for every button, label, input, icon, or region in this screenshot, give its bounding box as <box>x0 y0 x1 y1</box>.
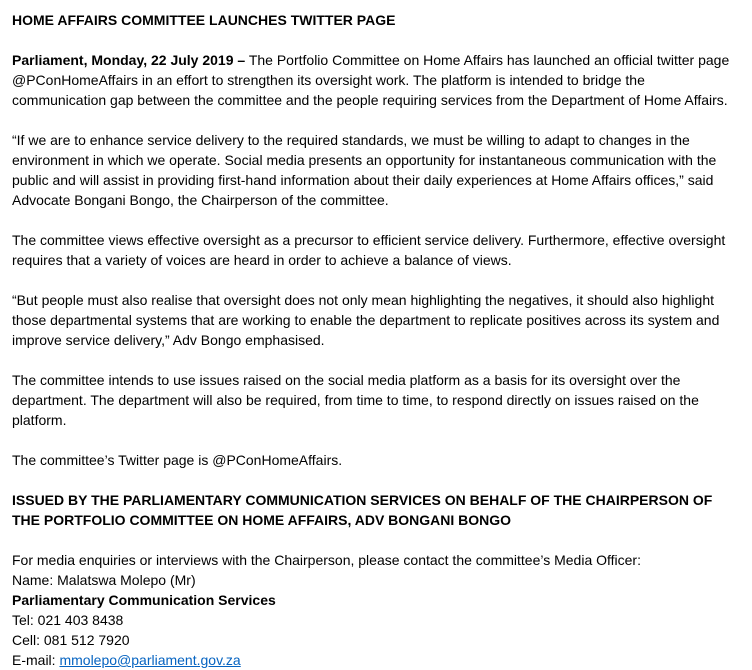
twitter-paragraph: The committee’s Twitter page is @PConHomeAffairs. <box>12 452 343 468</box>
contact-email-line <box>12 650 740 670</box>
contact-intro: For media enquiries or interviews with the Chairperson, please contact the committee’s Media Officer: <box>12 552 641 568</box>
quote-paragraph-1: “If we are to enhance service delivery to the required standards, we must be willing to adapt to changes in the environment in which we operate. Social media presents an opportunity for instantaneous communication with the public and will assist in providing first-hand information about their daily experiences at Home Affairs offices,” said Advocate Bongani Bongo, the Chairperson of the committee. <box>12 132 717 208</box>
quote-paragraph-2: “But people must also realise that oversight does not only mean highlighting the negatives, it should also highlight those departmental systems that are working to enable the department to replicate positives across its system and improve service delivery,” Adv Bongo emphasised. <box>12 292 720 348</box>
contact-cell: Cell: 081 512 7920 <box>12 632 130 648</box>
issues-paragraph: The committee intends to use issues raised on the social media platform as a basis for its oversight over the department. The department will also be required, from time to time, to respond directly on issues raised on the platform. <box>12 372 699 428</box>
email-link[interactable]: mmolepo@parliament.gov.za <box>59 652 241 668</box>
oversight-paragraph: The committee views effective oversight as a precursor to efficient service delivery. Furthermore, effective oversight requires that a variety of voices are heard in order to achieve a balance of views. <box>12 232 726 268</box>
intro-text: The Portfolio Committee on Home Affairs has launched an official twitter page @PConHomeAffairs in an effort to strengthen its oversight work. The platform is intended to bridge the communication gap between the committee and the people requiring services from the Department of Home Affairs. <box>12 52 730 108</box>
contact-name: Name: Malatswa Molepo (Mr) <box>12 572 196 588</box>
contact-block <box>12 550 740 670</box>
intro-paragraph <box>12 50 740 110</box>
email-label: E-mail: <box>12 652 60 668</box>
contact-tel: Tel: 021 403 8438 <box>12 612 124 628</box>
release-title: HOME AFFAIRS COMMITTEE LAUNCHES TWITTER PAGE <box>12 12 396 28</box>
issued-by: ISSUED BY THE PARLIAMENTARY COMMUNICATION SERVICES ON BEHALF OF THE CHAIRPERSON OF THE PORTFOLIO COMMITTEE ON HOME AFFAIRS, ADV BONGANI BONGO <box>12 492 713 528</box>
contact-org: Parliamentary Communication Services <box>12 592 276 608</box>
dateline: Parliament, Monday, 22 July 2019 – <box>12 52 246 68</box>
